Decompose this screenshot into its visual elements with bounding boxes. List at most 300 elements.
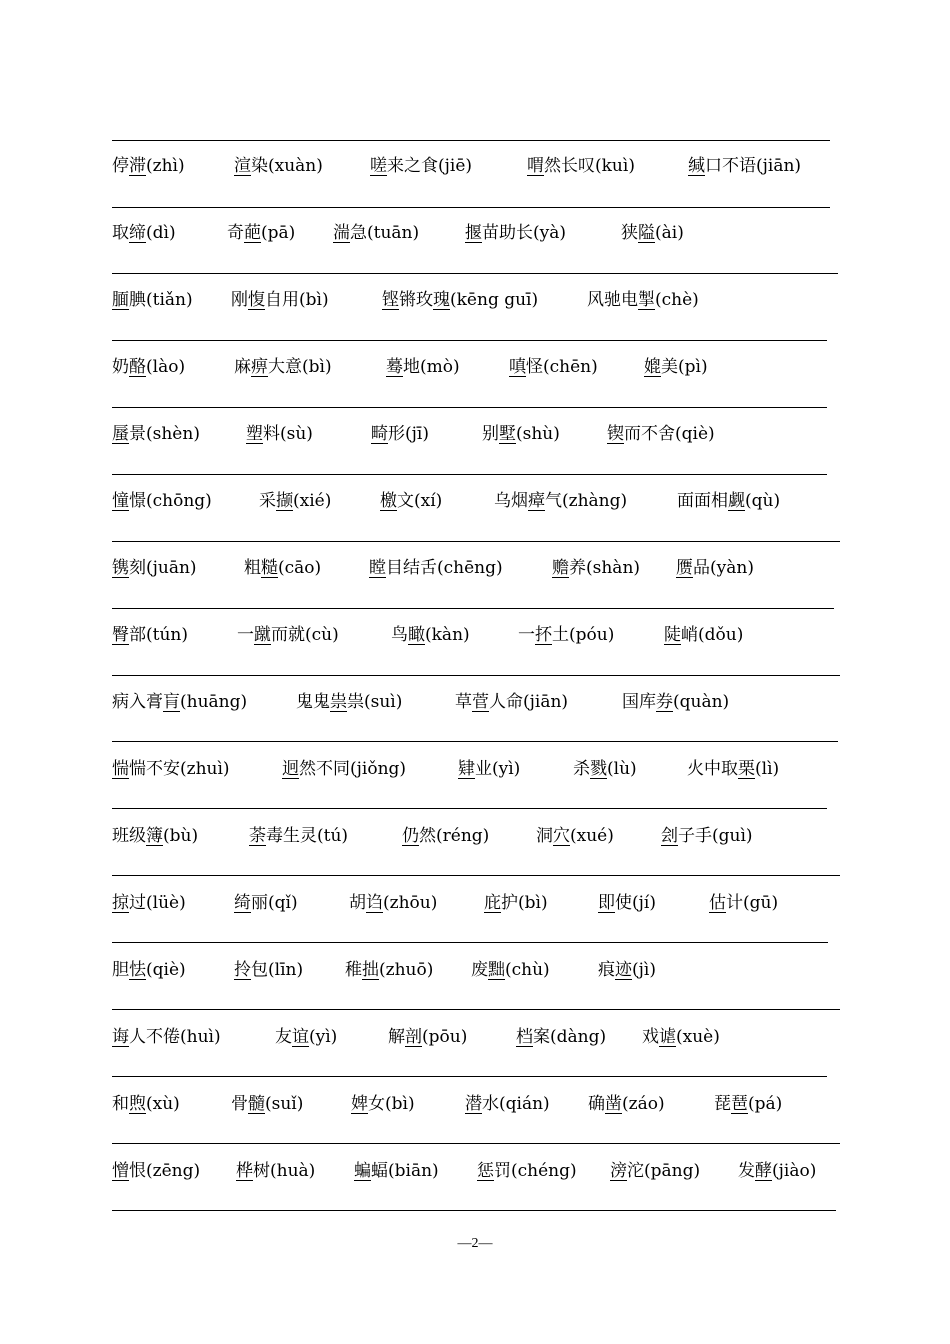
word-pinyin: 腆(tiǎn) xyxy=(129,290,193,310)
writing-line xyxy=(112,340,827,341)
word-pinyin: 祟(suì) xyxy=(347,692,403,712)
underlined-char: 肓 xyxy=(163,692,180,712)
word-pinyin: (shù) xyxy=(516,424,560,444)
word-pinyin: 文(xí) xyxy=(397,491,443,511)
word-text: 洞 xyxy=(536,826,553,846)
underlined-char: 荼 xyxy=(249,826,266,846)
underlined-char: 诲 xyxy=(112,1027,129,1047)
underlined-char: 觑 xyxy=(728,491,745,511)
word-pinyin: 水(qián) xyxy=(482,1094,550,1114)
word-text: 痕 xyxy=(598,960,615,980)
underlined-char: 庇 xyxy=(484,893,501,913)
vocab-item xyxy=(676,553,754,583)
vocab-item xyxy=(231,1089,303,1119)
word-text: 琵 xyxy=(714,1094,731,1114)
underlined-char: 蹴 xyxy=(254,625,271,645)
writing-line xyxy=(112,273,838,274)
underlined-char: 痹 xyxy=(251,357,268,377)
vocab-item xyxy=(552,553,640,583)
vocab-item xyxy=(244,553,321,583)
underlined-char: 剖 xyxy=(405,1027,422,1047)
underlined-char: 栗 xyxy=(738,759,755,779)
word-pinyin: 毒生灵(tú) xyxy=(266,826,349,846)
vocab-item xyxy=(296,687,402,717)
underlined-char: 诌 xyxy=(366,893,383,913)
underlined-char: 券 xyxy=(656,692,673,712)
word-pinyin: (qù) xyxy=(745,491,781,511)
word-text: 戏 xyxy=(642,1027,659,1047)
vocab-item xyxy=(391,620,470,650)
underlined-char: 糙 xyxy=(261,558,278,578)
underlined-char: 臀 xyxy=(112,625,129,645)
word-text: 面面相 xyxy=(677,491,728,511)
vocab-item xyxy=(642,1022,720,1052)
word-pinyin: 来之食(jiē) xyxy=(387,156,473,176)
vocab-item xyxy=(234,352,332,382)
writing-line xyxy=(112,675,840,676)
word-text: 火中取 xyxy=(687,759,738,779)
word-text: 风驰电 xyxy=(587,290,638,310)
word-pinyin: (záo) xyxy=(622,1094,665,1114)
underlined-char: 湍 xyxy=(333,223,350,243)
underlined-char: 穴 xyxy=(553,826,570,846)
underlined-char: 镌 xyxy=(112,558,129,578)
word-text: 友 xyxy=(275,1027,292,1047)
underlined-char: 抔 xyxy=(535,625,552,645)
word-pinyin: (bù) xyxy=(163,826,199,846)
vocab-item xyxy=(237,620,339,650)
word-text: 班级 xyxy=(112,826,146,846)
vocab-item xyxy=(484,888,548,918)
vocab-item xyxy=(112,553,197,583)
word-pinyin: 口不语(jiān) xyxy=(705,156,802,176)
vocab-item xyxy=(386,352,460,382)
underlined-char: 腼 xyxy=(112,290,129,310)
word-pinyin: 子手(guì) xyxy=(678,826,753,846)
vocab-item xyxy=(231,285,329,315)
underlined-char: 瘴 xyxy=(528,491,545,511)
vocab-item xyxy=(516,1022,606,1052)
underlined-char: 檄 xyxy=(380,491,397,511)
word-text: 废 xyxy=(471,960,488,980)
vocab-item xyxy=(275,1022,337,1052)
vocab-item xyxy=(380,486,442,516)
word-pinyin: 树(huà) xyxy=(253,1161,316,1181)
vocab-item xyxy=(509,352,598,382)
underlined-char: 煦 xyxy=(129,1094,146,1114)
underlined-char: 刽 xyxy=(661,826,678,846)
underlined-char: 憧 xyxy=(112,491,129,511)
word-text: 胆 xyxy=(112,960,129,980)
word-pinyin: 护(bì) xyxy=(501,893,548,913)
vocab-item xyxy=(112,687,247,717)
writing-line xyxy=(112,741,838,742)
vocab-item xyxy=(677,486,780,516)
underlined-char: 桦 xyxy=(236,1161,253,1181)
word-pinyin: 染(xuàn) xyxy=(251,156,323,176)
underlined-char: 墅 xyxy=(499,424,516,444)
word-pinyin: 美(pì) xyxy=(661,357,708,377)
word-pinyin: (zhì) xyxy=(146,156,185,176)
word-pinyin: (pōu) xyxy=(422,1027,468,1047)
word-pinyin: 而不舍(qiè) xyxy=(624,424,715,444)
word-text: 取 xyxy=(112,223,129,243)
vocab-item xyxy=(471,955,550,985)
vocab-item xyxy=(371,419,429,449)
word-pinyin: 然(réng) xyxy=(419,826,490,846)
word-pinyin: 怪(chēn) xyxy=(526,357,598,377)
underlined-char: 憎 xyxy=(112,1161,129,1181)
word-pinyin: 然长叹(kuì) xyxy=(544,156,635,176)
vocab-item xyxy=(112,285,193,315)
writing-line xyxy=(112,140,830,141)
word-pinyin: (lù) xyxy=(607,759,637,779)
underlined-char: 蜃 xyxy=(112,424,129,444)
underlined-char: 酪 xyxy=(129,357,146,377)
word-pinyin: (yì) xyxy=(309,1027,338,1047)
word-pinyin: 使(jí) xyxy=(615,893,656,913)
vocab-item xyxy=(234,955,303,985)
word-pinyin: 丽(qǐ) xyxy=(251,893,298,913)
vocab-item xyxy=(607,419,715,449)
word-pinyin: (xù) xyxy=(146,1094,180,1114)
vocab-item xyxy=(573,754,637,784)
word-text: 骨 xyxy=(231,1094,248,1114)
underlined-char: 瑰 xyxy=(433,290,450,310)
word-pinyin: 计(gū) xyxy=(726,893,779,913)
word-pinyin: (kàn) xyxy=(425,625,470,645)
vocab-item xyxy=(688,151,801,181)
vocab-item xyxy=(661,821,753,851)
word-pinyin: 苗助长(yà) xyxy=(482,223,567,243)
vocab-item xyxy=(354,1156,439,1186)
vocab-item xyxy=(112,888,186,918)
underlined-char: 畸 xyxy=(371,424,388,444)
vocab-item xyxy=(738,1156,816,1186)
writing-line xyxy=(112,808,827,809)
underlined-char: 嗟 xyxy=(370,156,387,176)
word-pinyin: (pā) xyxy=(261,223,296,243)
vocab-item xyxy=(112,352,185,382)
word-text: 杀 xyxy=(573,759,590,779)
vocab-item xyxy=(494,486,627,516)
vocab-item xyxy=(587,285,699,315)
underlined-char: 迥 xyxy=(282,759,299,779)
vocab-item xyxy=(621,218,684,248)
vocab-item xyxy=(282,754,406,784)
vocab-item xyxy=(465,218,566,248)
underlined-char: 媲 xyxy=(644,357,661,377)
word-pinyin: (pá) xyxy=(748,1094,783,1114)
underlined-char: 凿 xyxy=(605,1094,622,1114)
word-pinyin: (chè) xyxy=(655,290,699,310)
word-pinyin: 部(tún) xyxy=(129,625,188,645)
word-pinyin: (dì) xyxy=(146,223,176,243)
vocab-item xyxy=(227,218,295,248)
word-pinyin: (chù) xyxy=(505,960,550,980)
underlined-char: 菅 xyxy=(472,692,489,712)
underlined-char: 喟 xyxy=(527,156,544,176)
word-pinyin: 罚(chéng) xyxy=(494,1161,577,1181)
vocab-item xyxy=(598,888,656,918)
vocab-item xyxy=(687,754,779,784)
word-text: 一 xyxy=(518,625,535,645)
underlined-char: 锲 xyxy=(607,424,624,444)
underlined-char: 琶 xyxy=(731,1094,748,1114)
vocab-item xyxy=(259,486,331,516)
writing-line xyxy=(112,942,828,943)
word-pinyin: 然不同(jiǒng) xyxy=(299,759,407,779)
vocab-item xyxy=(112,955,186,985)
word-text: 刚 xyxy=(231,290,248,310)
word-pinyin: (lì) xyxy=(755,759,780,779)
vocab-item xyxy=(112,1089,180,1119)
word-text: 一 xyxy=(237,625,254,645)
word-pinyin: 人命(jiān) xyxy=(489,692,569,712)
word-pinyin: (ài) xyxy=(655,223,684,243)
underlined-char: 惩 xyxy=(477,1161,494,1181)
vocab-item xyxy=(527,151,635,181)
underlined-char: 愎 xyxy=(248,290,265,310)
underlined-char: 铿 xyxy=(382,290,399,310)
word-text: 国库 xyxy=(622,692,656,712)
word-pinyin: (kēng guī) xyxy=(450,290,539,310)
vocab-item xyxy=(112,486,212,516)
word-text: 确 xyxy=(588,1094,605,1114)
underlined-char: 渲 xyxy=(234,156,251,176)
writing-line xyxy=(112,1143,840,1144)
underlined-char: 祟 xyxy=(330,692,347,712)
vocab-item xyxy=(112,754,230,784)
underlined-char: 塑 xyxy=(246,424,263,444)
underlined-char: 酵 xyxy=(755,1161,772,1181)
vocab-item xyxy=(382,285,538,315)
underlined-char: 瞰 xyxy=(408,625,425,645)
word-text: 别 xyxy=(482,424,499,444)
underlined-char: 迹 xyxy=(615,960,632,980)
underlined-char: 瞠 xyxy=(369,558,386,578)
word-pinyin: 惴不安(zhuì) xyxy=(129,759,230,779)
word-text: 奇 xyxy=(227,223,244,243)
word-pinyin: (zhōu) xyxy=(383,893,438,913)
word-pinyin: (jiào) xyxy=(772,1161,817,1181)
word-pinyin: 女(bì) xyxy=(368,1094,415,1114)
underlined-char: 肄 xyxy=(458,759,475,779)
word-pinyin: 料(sù) xyxy=(263,424,313,444)
word-pinyin: 案(dàng) xyxy=(533,1027,607,1047)
writing-line xyxy=(112,1210,836,1211)
word-pinyin: (quàn) xyxy=(673,692,730,712)
vocab-item xyxy=(246,419,313,449)
word-pinyin: 蝠(biān) xyxy=(371,1161,439,1181)
word-pinyin: 急(tuān) xyxy=(350,223,420,243)
vocab-item xyxy=(345,955,433,985)
word-pinyin: (cāo) xyxy=(278,558,322,578)
underlined-char: 拙 xyxy=(362,960,379,980)
word-pinyin: 形(jī) xyxy=(388,424,429,444)
word-text: 稚 xyxy=(345,960,362,980)
writing-line xyxy=(112,474,827,475)
word-text: 病入膏 xyxy=(112,692,163,712)
vocab-item xyxy=(465,1089,550,1119)
vocab-item xyxy=(234,888,298,918)
writing-line xyxy=(112,207,830,208)
underlined-char: 掠 xyxy=(112,893,129,913)
vocab-item xyxy=(402,821,489,851)
word-pinyin: (xué) xyxy=(570,826,614,846)
vocab-item xyxy=(369,553,503,583)
vocab-item xyxy=(112,1156,200,1186)
word-pinyin: 锵玫 xyxy=(399,290,433,310)
underlined-char: 怯 xyxy=(129,960,146,980)
underlined-char: 黜 xyxy=(488,960,505,980)
word-pinyin: (huāng) xyxy=(180,692,248,712)
vocab-item xyxy=(588,1089,665,1119)
vocab-item xyxy=(112,218,176,248)
word-pinyin: (lào) xyxy=(146,357,186,377)
vocab-item xyxy=(598,955,656,985)
underlined-char: 缔 xyxy=(129,223,146,243)
word-text: 胡 xyxy=(349,893,366,913)
underlined-char: 掣 xyxy=(638,290,655,310)
word-pinyin: (zhuō) xyxy=(379,960,434,980)
word-pinyin: 地(mò) xyxy=(403,357,460,377)
underlined-char: 蝙 xyxy=(354,1161,371,1181)
word-text: 鬼鬼 xyxy=(296,692,330,712)
vocab-item xyxy=(234,151,323,181)
vocab-item xyxy=(477,1156,577,1186)
vocab-item xyxy=(644,352,708,382)
word-text: 奶 xyxy=(112,357,129,377)
vocab-item xyxy=(249,821,348,851)
underlined-char: 拎 xyxy=(234,960,251,980)
word-pinyin: 土(póu) xyxy=(552,625,615,645)
vocab-item xyxy=(455,687,568,717)
vocab-item xyxy=(482,419,560,449)
word-text: 停 xyxy=(112,156,129,176)
underlined-char: 簿 xyxy=(146,826,163,846)
vocab-item xyxy=(236,1156,315,1186)
underlined-char: 滞 xyxy=(129,156,146,176)
page-number: —2— xyxy=(457,1236,493,1251)
vocab-item xyxy=(351,1089,415,1119)
word-pinyin: 景(shèn) xyxy=(129,424,200,444)
word-pinyin: (suǐ) xyxy=(265,1094,304,1114)
word-pinyin: (xuè) xyxy=(676,1027,720,1047)
word-text: 采 xyxy=(259,491,276,511)
vocab-item xyxy=(388,1022,467,1052)
underlined-char: 蓦 xyxy=(386,357,403,377)
underlined-char: 赡 xyxy=(552,558,569,578)
word-pinyin: (jì) xyxy=(632,960,656,980)
writing-line xyxy=(112,1076,827,1077)
word-pinyin: 业(yì) xyxy=(475,759,521,779)
word-pinyin: 自用(bì) xyxy=(265,290,329,310)
underlined-char: 赝 xyxy=(676,558,693,578)
underlined-char: 滂 xyxy=(610,1161,627,1181)
word-text: 和 xyxy=(112,1094,129,1114)
vocab-item xyxy=(610,1156,700,1186)
underlined-char: 缄 xyxy=(688,156,705,176)
vocab-item xyxy=(536,821,614,851)
vocab-item xyxy=(714,1089,782,1119)
word-pinyin: 大意(bì) xyxy=(268,357,332,377)
vocab-item xyxy=(349,888,437,918)
vocab-item xyxy=(709,888,778,918)
underlined-char: 惴 xyxy=(112,759,129,779)
vocab-item xyxy=(112,620,188,650)
word-text: 粗 xyxy=(244,558,261,578)
word-pinyin: 养(shàn) xyxy=(569,558,641,578)
word-pinyin: 峭(dǒu) xyxy=(681,625,744,645)
writing-line xyxy=(112,541,840,542)
word-pinyin: 过(lüè) xyxy=(129,893,186,913)
underlined-char: 隘 xyxy=(638,223,655,243)
word-pinyin: 人不倦(huì) xyxy=(129,1027,221,1047)
underlined-char: 戮 xyxy=(590,759,607,779)
underlined-char: 绮 xyxy=(234,893,251,913)
word-text: 鸟 xyxy=(391,625,408,645)
word-pinyin: 目结舌(chēng) xyxy=(386,558,503,578)
word-pinyin: (qiè) xyxy=(146,960,186,980)
writing-line xyxy=(112,608,834,609)
vocab-item xyxy=(458,754,520,784)
underlined-char: 揠 xyxy=(465,223,482,243)
underlined-char: 谊 xyxy=(292,1027,309,1047)
word-pinyin: 恨(zēng) xyxy=(129,1161,201,1181)
underlined-char: 潜 xyxy=(465,1094,482,1114)
underlined-char: 婢 xyxy=(351,1094,368,1114)
underlined-char: 嗔 xyxy=(509,357,526,377)
vocab-item xyxy=(370,151,472,181)
word-pinyin: 气(zhàng) xyxy=(545,491,628,511)
vocab-item xyxy=(622,687,729,717)
underlined-char: 葩 xyxy=(244,223,261,243)
underlined-char: 陡 xyxy=(664,625,681,645)
word-text: 麻 xyxy=(234,357,251,377)
word-pinyin: 憬(chōng) xyxy=(129,491,212,511)
vocab-item xyxy=(333,218,419,248)
vocab-item xyxy=(112,821,198,851)
word-text: 解 xyxy=(388,1027,405,1047)
writing-line xyxy=(112,875,840,876)
vocab-item xyxy=(112,419,200,449)
vocab-item xyxy=(518,620,614,650)
underlined-char: 髓 xyxy=(248,1094,265,1114)
word-text: 乌烟 xyxy=(494,491,528,511)
underlined-char: 谑 xyxy=(659,1027,676,1047)
vocab-item xyxy=(112,1022,221,1052)
writing-line xyxy=(112,407,827,408)
vocab-item xyxy=(664,620,743,650)
word-pinyin: 刻(juān) xyxy=(129,558,197,578)
word-text: 狭 xyxy=(621,223,638,243)
underlined-char: 即 xyxy=(598,893,615,913)
word-pinyin: 沱(pāng) xyxy=(627,1161,701,1181)
word-pinyin: 品(yàn) xyxy=(693,558,754,578)
writing-line xyxy=(112,1009,840,1010)
word-text: 草 xyxy=(455,692,472,712)
underlined-char: 估 xyxy=(709,893,726,913)
word-text: 发 xyxy=(738,1161,755,1181)
word-pinyin: (xié) xyxy=(293,491,332,511)
underlined-char: 撷 xyxy=(276,491,293,511)
underlined-char: 档 xyxy=(516,1027,533,1047)
vocab-item xyxy=(112,151,185,181)
underlined-char: 仍 xyxy=(402,826,419,846)
word-pinyin: 而就(cù) xyxy=(271,625,339,645)
word-pinyin: 包(līn) xyxy=(251,960,304,980)
